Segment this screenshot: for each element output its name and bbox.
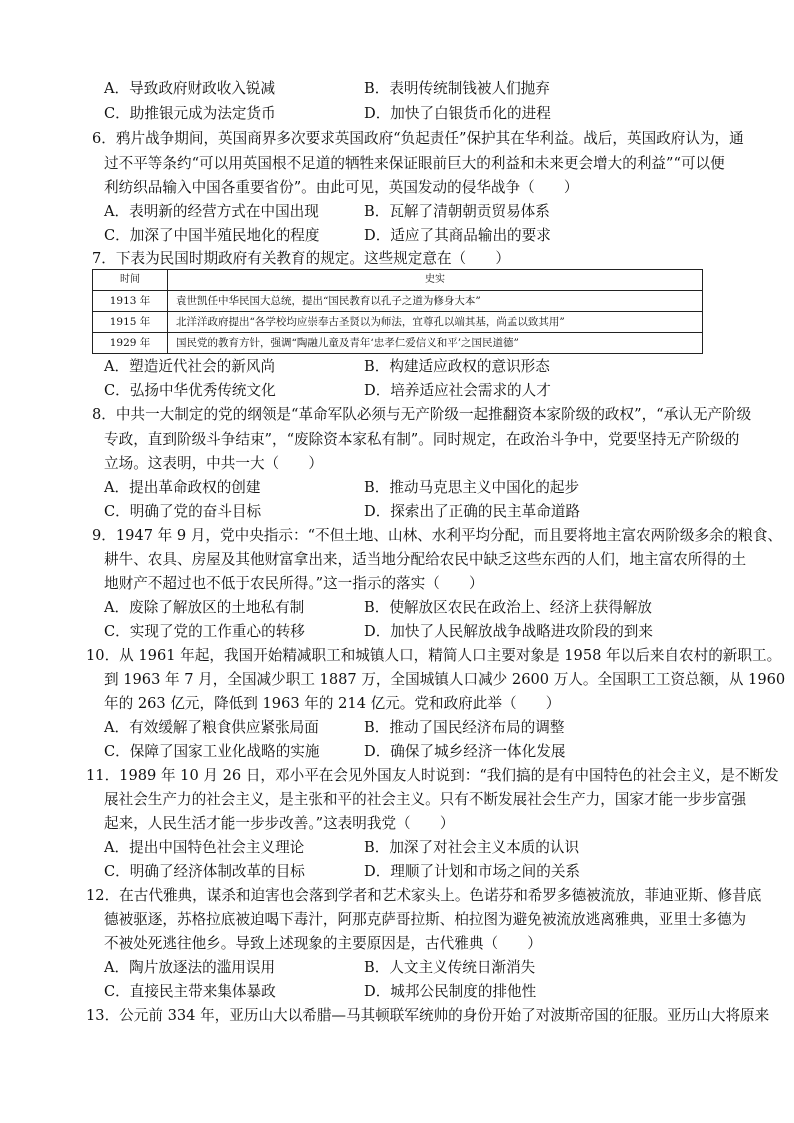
- q11-stem-line-3: 起来，人民生活才能一步步改善。”这表明我党（ ）: [104, 815, 455, 832]
- q9-stem-line-1: 9．1947 年 9 月，党中央指示：“不但土地、山林、水利平均分配，而且要将地主富农两阶级多余的粮食、: [92, 527, 783, 544]
- q7-stem: 7．下表为民国时期政府有关教育的规定。这些规定意在（ ）: [92, 250, 510, 267]
- q9-stem-line-3: 地财产不超过也不低于农民所得。”这一指示的落实（ ）: [104, 575, 484, 592]
- q7-option-a[interactable]: A．塑造近代社会的新风尚: [104, 358, 276, 375]
- q10-option-a[interactable]: A．有效缓解了粮食供应紧张局面: [104, 719, 319, 736]
- q11-stem-line-1: 11．1989 年 10 月 26 日，邓小平在会见外国友人时说到：“我们搞的是有中国特色的社会主义，是不断发: [86, 767, 779, 784]
- q8-stem-line-1: 8．中共一大制定的党的纲领是“革命军队必须与无产阶级一起推翻资本家阶级的政权”，“承认无产阶级: [92, 406, 752, 423]
- q9-stem-line-2: 耕牛、农具、房屋及其他财富拿出来，适当地分配给农民中缺乏这些东西的人们，地主富农所得的土: [104, 551, 747, 568]
- q13-stem-line-1: 13．公元前 334 年，亚历山大以希腊—马其顿联军统帅的身份开始了对波斯帝国的征服。亚历山大将原来: [86, 1007, 770, 1024]
- q6-option-c[interactable]: C．加深了中国半殖民地化的程度: [104, 227, 320, 244]
- q10-option-b[interactable]: B．推动了国民经济布局的调整: [364, 719, 565, 736]
- q10-stem-line-2: 到 1963 年 7 月，全国减少职工 1887 万，全国城镇人口减少 2600 万人。全国职工工资总额，从 1960: [104, 671, 786, 688]
- q10-option-c[interactable]: C．保障了国家工业化战略的实施: [104, 743, 320, 760]
- q12-option-a[interactable]: A．陶片放逐法的滥用误用: [104, 959, 276, 976]
- q12-stem-line-1: 12．在古代雅典，谋杀和迫害也会落到学者和艺术家头上。色诺芬和希罗多德被流放，菲迪亚斯、修昔底: [86, 887, 762, 904]
- table-cell-fact: 北洋洋政府提出“各学校均应崇奉古圣贤以为师法，宜尊孔以端其基，尚孟以致其用”: [168, 312, 703, 333]
- q8-stem-line-2: 专政，直到阶级斗争结束”，“废除资本家私有制”。同时规定，在政治斗争中，党要坚持无产阶级的: [104, 431, 740, 448]
- q10-stem-line-1: 10．从 1961 年起，我国开始精减职工和城镇人口，精简人口主要对象是 1958 年以后来自农村的新职工。: [86, 647, 782, 664]
- q6-stem-line-1: 6．鸦片战争期间，英国商界多次要求英国政府“负起责任”保护其在华利益。战后，英国政府认为，通: [92, 130, 744, 147]
- q6-stem-line-3: 利纺织品输入中国各重要省份”。由此可见，英国发动的侵华战争（ ）: [104, 179, 579, 196]
- q6-stem-line-2: 过不平等条约“可以用英国根不足道的牺牲来保证眼前巨大的利益和未来更会增大的利益”“可以便: [104, 155, 725, 172]
- q12-option-b[interactable]: B．人文主义传统日渐消失: [364, 959, 536, 976]
- q12-stem-line-2: 德被驱逐，苏格拉底被迫喝下毒汁，阿那克萨哥拉斯、柏拉图为避免被流放逃离雅典，亚里士多德为: [104, 911, 747, 928]
- q10-option-d[interactable]: D．确保了城乡经济一体化发展: [364, 743, 566, 760]
- q6-option-d[interactable]: D．适应了其商品输出的要求: [364, 227, 551, 244]
- education-policy-table: [92, 269, 703, 354]
- table-cell-fact: 国民党的教育方针，强调“陶融儿童及青年‘忠孝仁爱信义和平’之国民道德”: [168, 333, 703, 354]
- q12-option-c[interactable]: C．直接民主带来集体暴政: [104, 983, 276, 1000]
- q7-option-d[interactable]: D．培养适应社会需求的人才: [364, 382, 551, 399]
- q5-option-a[interactable]: A．导致政府财政收入锐减: [104, 80, 276, 97]
- q9-option-c[interactable]: C．实现了党的工作重心的转移: [104, 623, 305, 640]
- q5-option-c[interactable]: C．助推银元成为法定货币: [104, 105, 276, 122]
- q11-option-d[interactable]: D．理顺了计划和市场之间的关系: [364, 863, 581, 880]
- q8-option-c[interactable]: C．明确了党的奋斗目标: [104, 503, 262, 520]
- table-header-time: 时间: [93, 270, 168, 291]
- table-cell-fact: 袁世凯任中华民国大总统，提出“国民教育以孔子之道为修身大本”: [168, 291, 703, 312]
- q5-option-b[interactable]: B．表明传统制钱被人们抛弃: [364, 80, 550, 97]
- q11-option-c[interactable]: C．明确了经济体制改革的目标: [104, 863, 305, 880]
- table-header-row: [93, 270, 703, 291]
- q6-option-b[interactable]: B．瓦解了清朝朝贡贸易体系: [364, 203, 550, 220]
- q7-option-b[interactable]: B．构建适应政权的意识形态: [364, 358, 550, 375]
- q12-stem-line-3: 不被处死逃往他乡。导致上述现象的主要原因是，古代雅典（ ）: [104, 935, 542, 952]
- table-row: [93, 291, 703, 312]
- q9-option-b[interactable]: B．使解放区农民在政治上、经济上获得解放: [364, 599, 653, 616]
- q5-option-d[interactable]: D．加快了白银货币化的进程: [364, 105, 551, 122]
- table-cell-year: 1915 年: [93, 312, 168, 333]
- q6-option-a[interactable]: A．表明新的经营方式在中国出现: [104, 203, 319, 220]
- q9-option-a[interactable]: A．废除了解放区的土地私有制: [104, 599, 305, 616]
- q8-option-a[interactable]: A．提出革命政权的创建: [104, 479, 261, 496]
- table-header-fact: 史实: [168, 270, 703, 291]
- q11-option-b[interactable]: B．加深了对社会主义本质的认识: [364, 839, 580, 856]
- q9-option-d[interactable]: D．加快了人民解放战争战略进攻阶段的到来: [364, 623, 653, 640]
- q8-stem-line-3: 立场。这表明，中共一大（ ）: [104, 455, 323, 472]
- q12-option-d[interactable]: D．城邦公民制度的排他性: [364, 983, 537, 1000]
- q11-option-a[interactable]: A．提出中国特色社会主义理论: [104, 839, 305, 856]
- q11-stem-line-2: 展社会生产力的社会主义，是主张和平的社会主义。只有不断发展社会生产力，国家才能一步步富强: [104, 791, 747, 808]
- q7-option-c[interactable]: C．弘扬中华优秀传统文化: [104, 382, 276, 399]
- table-cell-year: 1929 年: [93, 333, 168, 354]
- q10-stem-line-3: 年的 263 亿元，降低到 1963 年的 214 亿元。党和政府此举（ ）: [104, 695, 561, 712]
- q8-option-b[interactable]: B．推动马克思主义中国化的起步: [364, 479, 580, 496]
- table-row: [93, 312, 703, 333]
- table-row: [93, 333, 703, 354]
- q8-option-d[interactable]: D．探索出了正确的民主革命道路: [364, 503, 581, 520]
- table-cell-year: 1913 年: [93, 291, 168, 312]
